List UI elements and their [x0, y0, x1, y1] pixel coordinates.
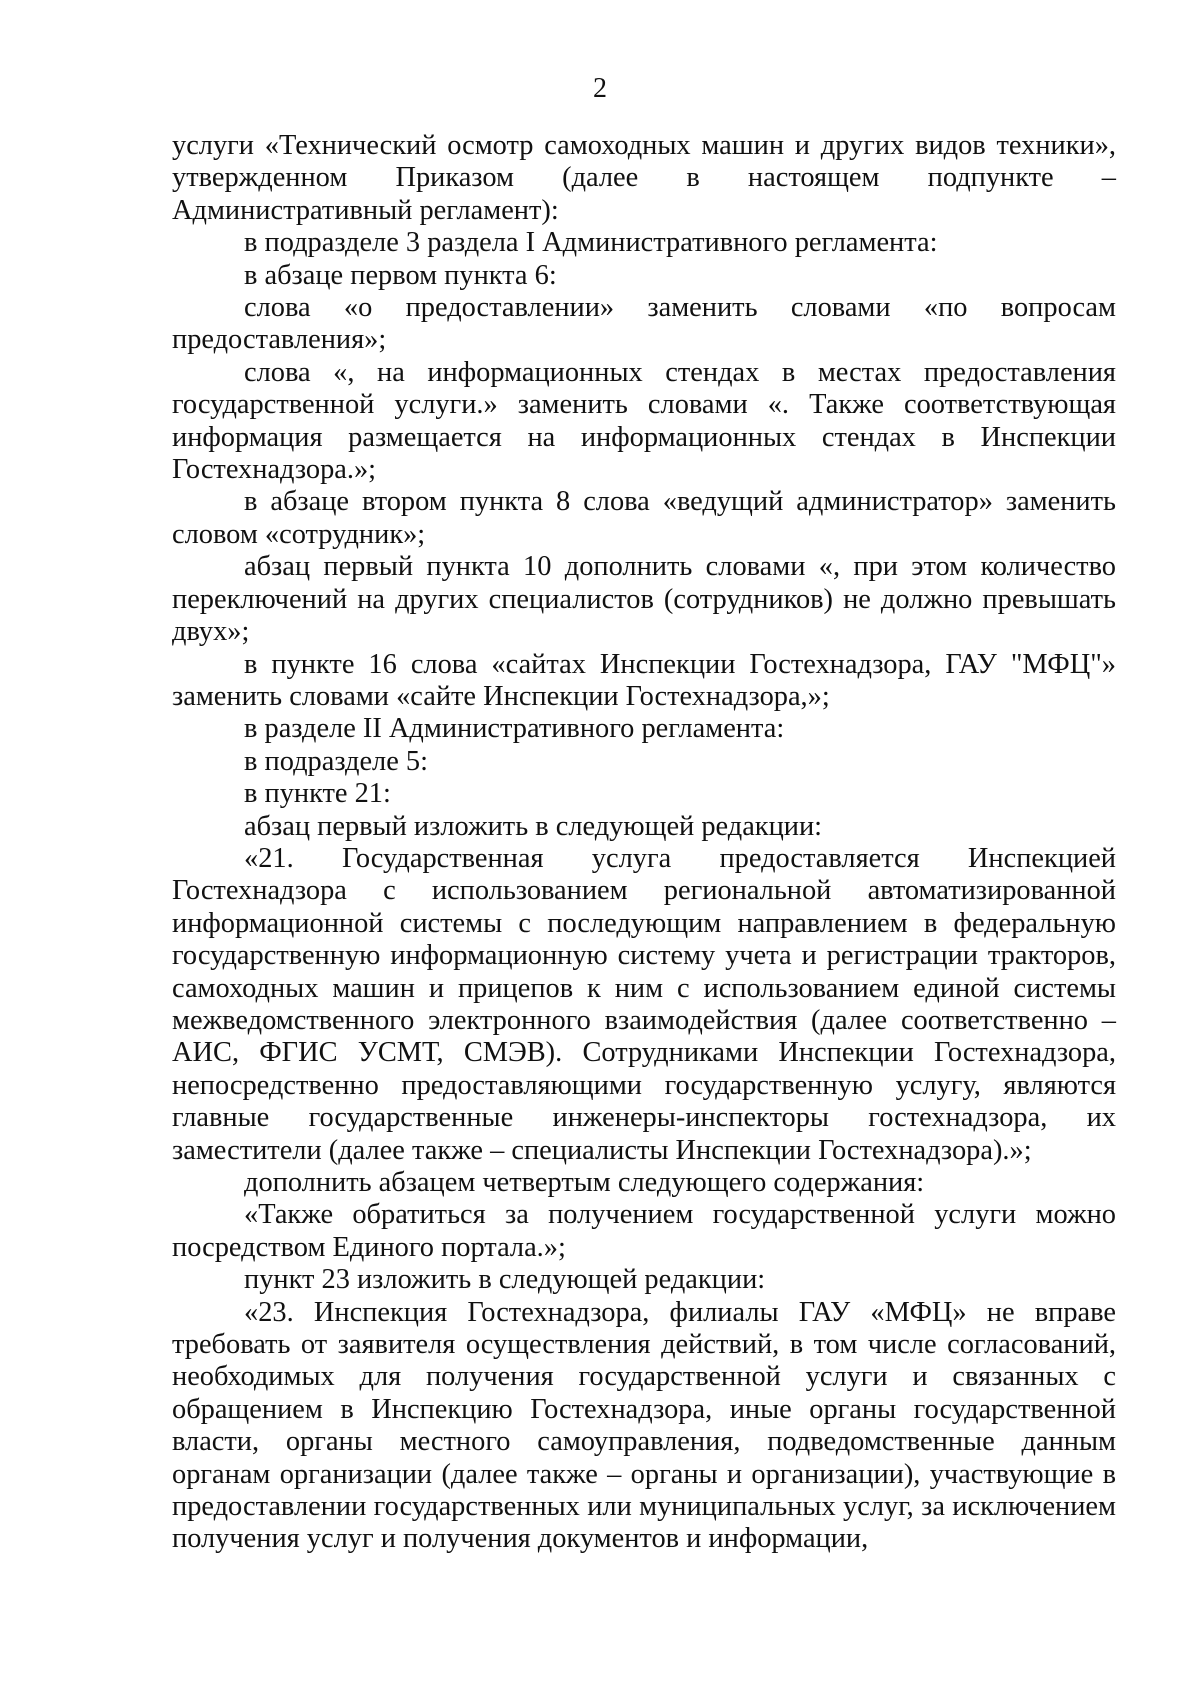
paragraph: слова «о предоставлении» заменить словами «по вопросам предоставления»;	[172, 292, 1116, 356]
document-body	[172, 130, 1116, 1556]
paragraph: «23. Инспекция Гостехнадзора, филиалы ГАУ «МФЦ» не вправе требовать от заявителя осуществления действий, в том числе согласований, необходимых для получения государственной услуги и связанных с обращением в Инспекцию Гостехнадзора, иные органы государственной власти, органы местного самоуправления, подведомственные данным органам организации (далее также – органы и организации), участвующие в предоставлении государственных или муниципальных услуг, за исключением получения услуг и получения документов и информации,	[172, 1296, 1116, 1555]
paragraph: абзац первый изложить в следующей редакции:	[244, 810, 823, 842]
paragraph: в подразделе 5:	[244, 745, 429, 777]
paragraph: услуги «Технический осмотр самоходных машин и других видов техники», утвержденном Приказом (далее в настоящем подпункте – Административный регламент):	[172, 130, 1116, 226]
paragraph: в пункте 16 слова «сайтах Инспекции Гостехнадзора, ГАУ "МФЦ"» заменить словами «сайте Инспекции Гостехнадзора,»;	[172, 648, 1116, 712]
paragraph: в подразделе 3 раздела I Административного регламента:	[244, 227, 938, 259]
paragraph: слова «, на информационных стендах в местах предоставления государственной услуги.» заменить словами «. Также соответствующая информация размещается на информационных стендах в Инспекции Гостехнадзора.»;	[172, 356, 1116, 486]
paragraph: в абзаце втором пункта 8 слова «ведущий администратор» заменить словом «сотрудник»;	[172, 486, 1116, 550]
paragraph: в пункте 21:	[244, 778, 391, 810]
paragraph: абзац первый пункта 10 дополнить словами «, при этом количество переключений на других специалистов (сотрудников) не должно превышать двух»;	[172, 551, 1116, 648]
paragraph: «21. Государственная услуга предоставляется Инспекцией Гостехнадзора с использованием региональной автоматизированной информационной системы с последующим направлением в федеральную государственную информационную систему учета и регистрации тракторов, самоходных машин и прицепов к ним с использованием единой системы межведомственного электронного взаимодействия (далее соответственно – АИС, ФГИС УСМТ, СМЭВ). Сотрудниками Инспекции Гостехнадзора, непосредственно предоставляющими государственную услугу, являются главные государственные инженеры-инспекторы гостехнадзора, их заместители (далее также – специалисты Инспекции Гостехнадзора).»;	[172, 842, 1116, 1166]
paragraph: пункт 23 изложить в следующей редакции:	[244, 1264, 766, 1296]
paragraph: в абзаце первом пункта 6:	[244, 259, 557, 291]
paragraph: «Также обратиться за получением государственной услуги можно посредством Единого портала.»;	[172, 1199, 1116, 1263]
page-number: 2	[593, 73, 607, 104]
paragraph: в разделе II Административного регламента:	[244, 713, 785, 745]
paragraph: дополнить абзацем четвертым следующего содержания:	[244, 1167, 925, 1198]
